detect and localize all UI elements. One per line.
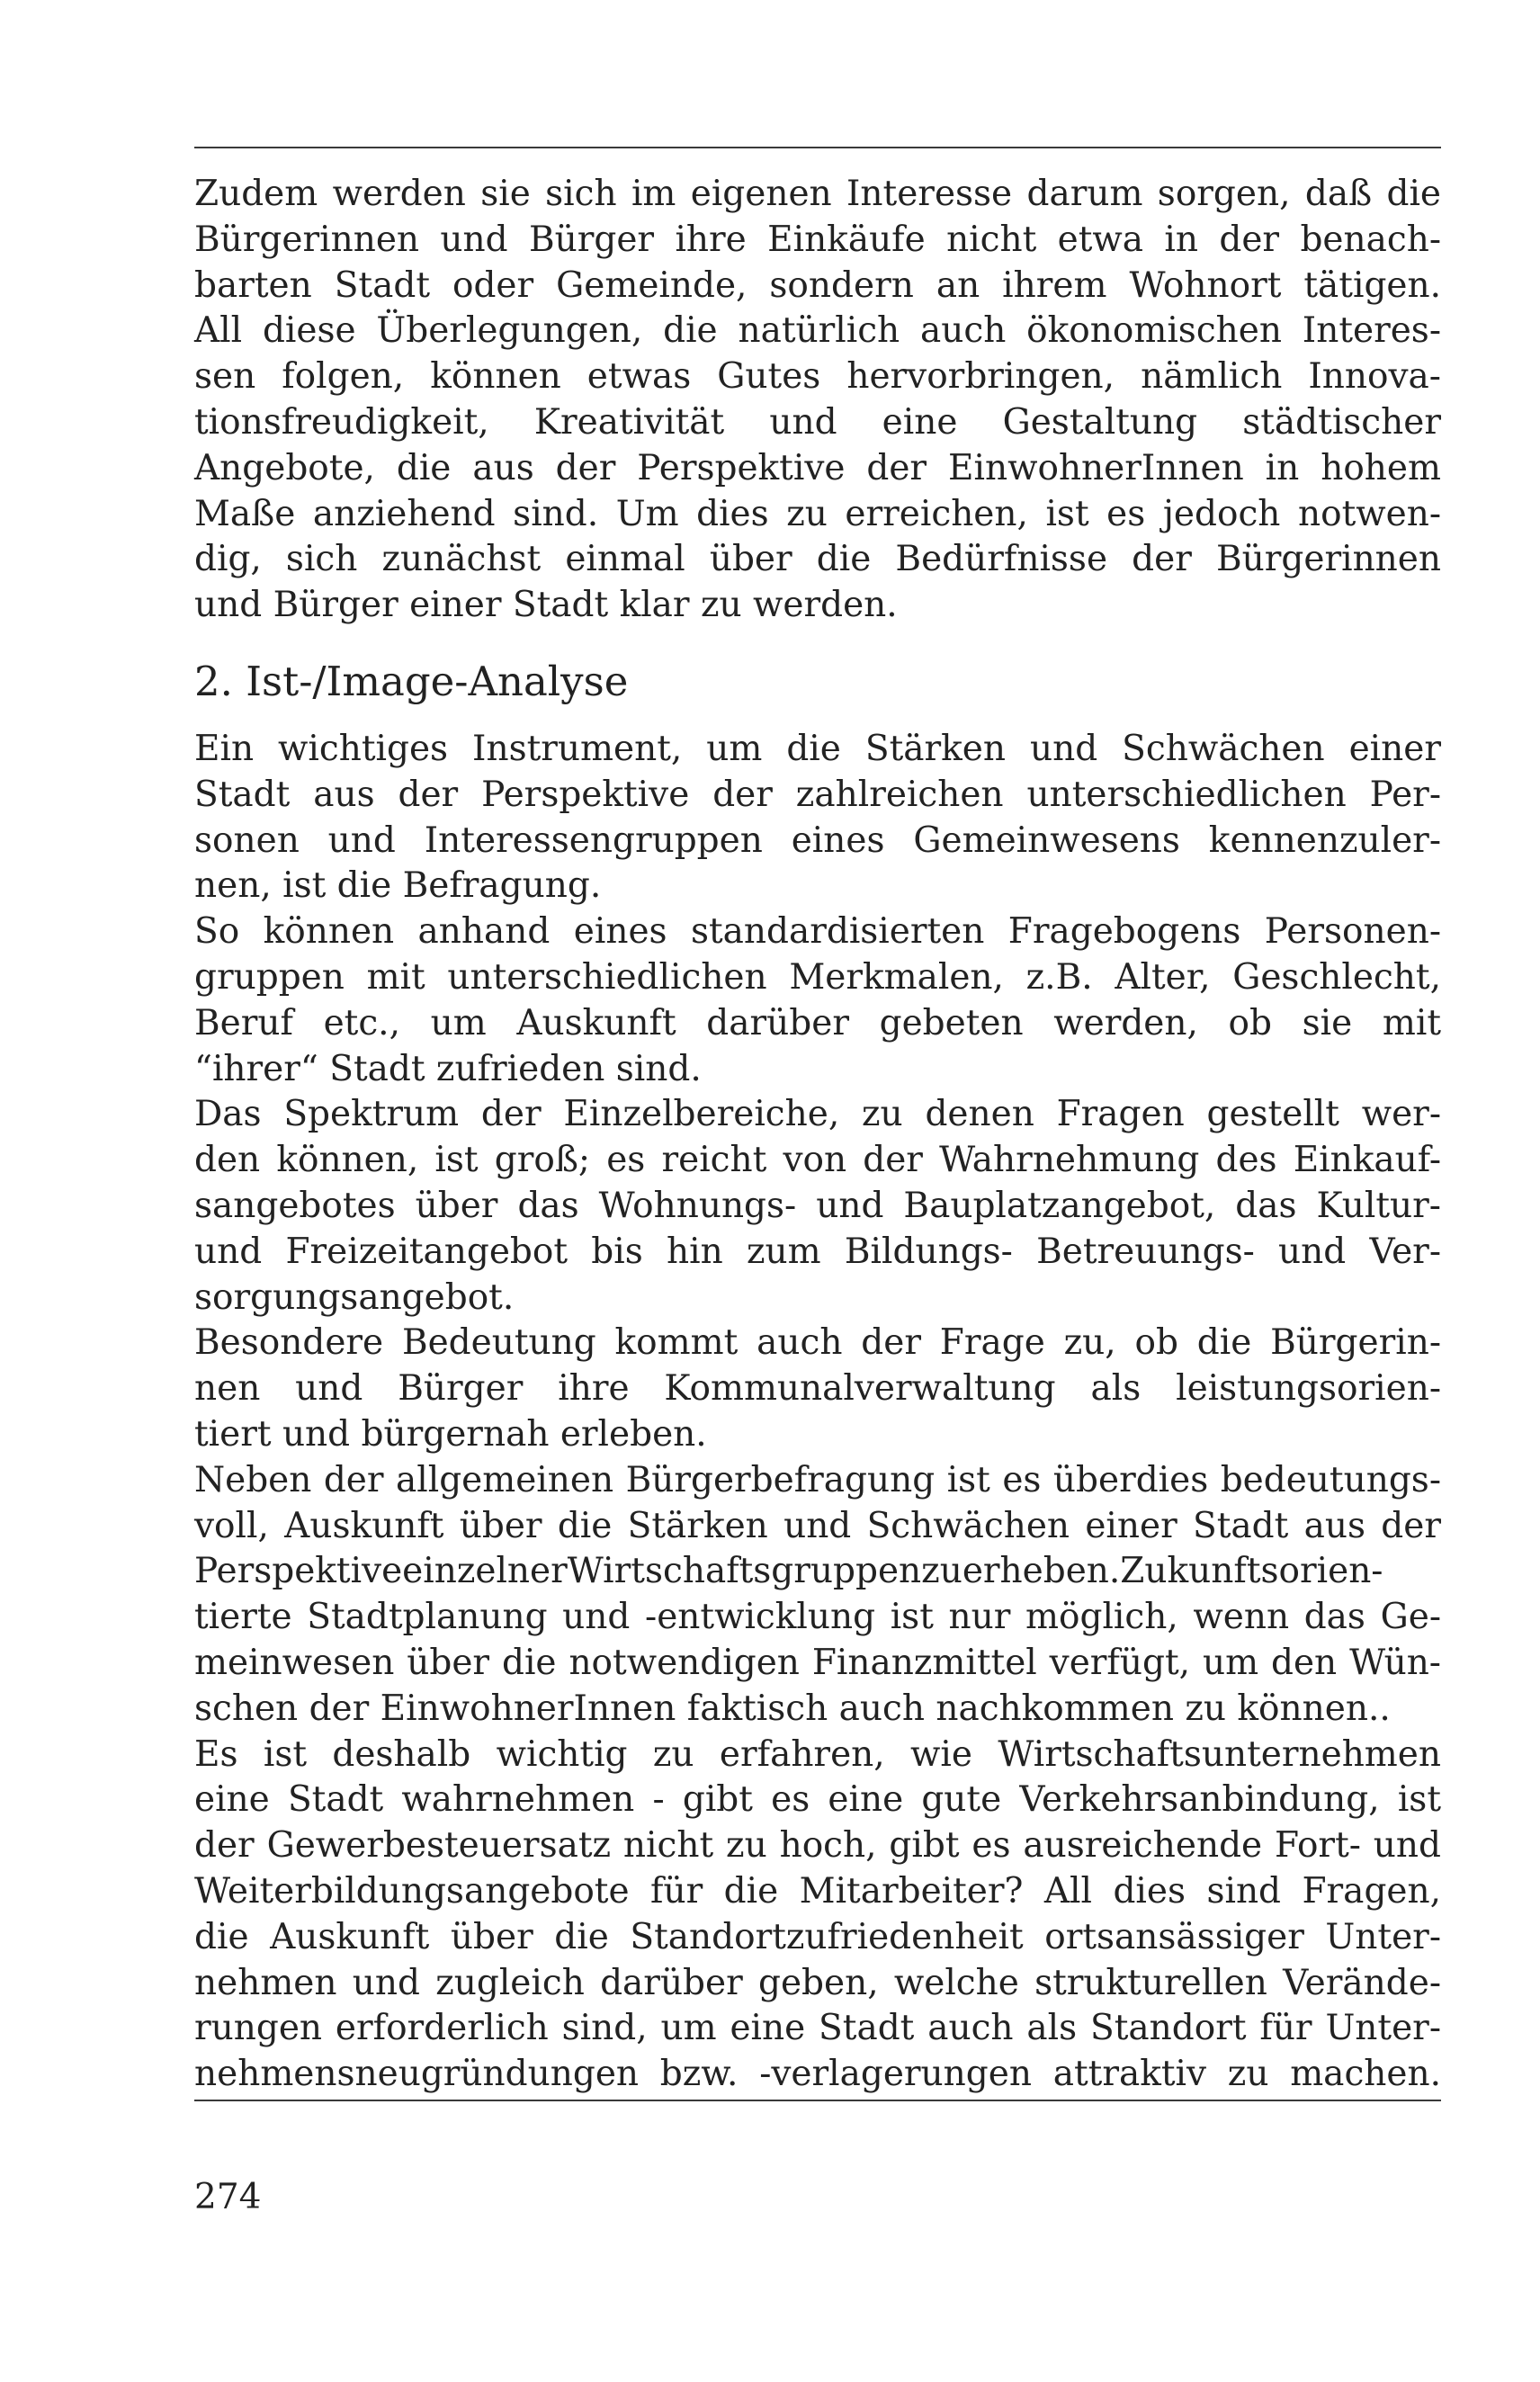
text-line: So können anhand eines standardisierten Fragebogens Personen- xyxy=(194,911,1441,953)
text-line: Ein wichtiges Instrument, um die Stärken und Schwächen einer xyxy=(194,729,1441,769)
text-line: voll, Auskunft über die Stärken und Schwächen einer Stadt aus der xyxy=(194,1505,1441,1546)
top-rule xyxy=(194,147,1441,148)
text-line: nen und Bürger ihre Kommunalverwaltung als leistungsorien- xyxy=(194,1368,1441,1410)
text-line: PerspektiveeinzelnerWirtschaftsgruppenzuerheben.Zukunftsorien- xyxy=(194,1551,1383,1592)
text-line: Es ist deshalb wichtig zu erfahren, wie Wirtschaftsunternehmen xyxy=(194,1733,1441,1775)
text-line: eine Stadt wahrnehmen - gibt es eine gute Verkehrsanbindung, ist xyxy=(194,1779,1441,1821)
text-line: tierte Stadtplanung und -entwicklung ist nur möglich, wenn das Ge- xyxy=(194,1597,1441,1638)
text-line: schen der EinwohnerInnen faktisch auch nachkommen zu können.. xyxy=(194,1688,1391,1729)
text-line: Weiterbildungsangebote für die Mitarbeiter? All dies sind Fragen, xyxy=(194,1870,1441,1912)
text-line: barten Stadt oder Gemeinde, sondern an ihrem Wohnort tätigen. xyxy=(194,264,1441,306)
text-line: meinwesen über die notwendigen Finanzmittel verfügt, um den Wün- xyxy=(194,1642,1441,1683)
text-line: die Auskunft über die Standortzufriedenheit ortsansässiger Unter- xyxy=(194,1916,1441,1957)
text-line: Stadt aus der Perspektive der zahlreichen unterschiedlichen Per- xyxy=(194,774,1441,815)
text-line: und Freizeitangebot bis hin zum Bildungs- Betreuungs- und Ver- xyxy=(194,1231,1441,1272)
text-line: “ihrer“ Stadt zufrieden sind. xyxy=(194,1048,702,1089)
text-line: Beruf etc., um Auskunft darüber gebeten werden, ob sie mit xyxy=(194,1002,1441,1043)
text-line: und Bürger einer Stadt klar zu werden. xyxy=(194,585,898,626)
text-line: tionsfreudigkeit, Kreativität und eine Gestaltung städtischer xyxy=(194,401,1441,443)
section-heading: 2. Ist-/Image-Analyse xyxy=(194,658,629,705)
text-line: Bürgerinnen und Bürger ihre Einkäufe nicht etwa in der benach- xyxy=(194,219,1441,260)
text-line: sonen und Interessengruppen eines Gemeinwesens kennenzuler- xyxy=(194,819,1441,861)
text-line: nehmensneugründungen bzw. -verlagerungen attraktiv zu machen. xyxy=(194,2054,1441,2095)
text-line: Zudem werden sie sich im eigenen Interesse darum sorgen, daß die xyxy=(194,174,1441,214)
text-line: Neben der allgemeinen Bürgerbefragung ist es überdies bedeutungs- xyxy=(194,1459,1441,1500)
text-line: sorgungsangebot. xyxy=(194,1276,515,1318)
bottom-rule xyxy=(194,2100,1441,2101)
page-number: 274 xyxy=(194,2177,262,2217)
text-line: Maße anziehend sind. Um dies zu erreichen, ist es jedoch notwen- xyxy=(194,493,1441,534)
intro-paragraph xyxy=(194,172,1441,629)
text-line: nen, ist die Befragung. xyxy=(194,865,602,907)
text-line: Das Spektrum der Einzelbereiche, zu denen Fragen gestellt wer- xyxy=(194,1094,1441,1135)
text-line: den können, ist groß; es reicht von der Wahrnehmung des Einkauf- xyxy=(194,1140,1441,1181)
text-line: der Gewerbesteuersatz nicht zu hoch, gibt es ausreichende Fort- und xyxy=(194,1825,1441,1867)
text-line: gruppen mit unterschiedlichen Merkmalen, z.B. Alter, Geschlecht, xyxy=(194,956,1441,998)
text-line: All diese Überlegungen, die natürlich auch ökonomischen Interes- xyxy=(194,310,1441,352)
text-line: sen folgen, können etwas Gutes hervorbringen, nämlich Innova- xyxy=(194,356,1441,398)
text-line: Angebote, die aus der Perspektive der EinwohnerInnen in hohem xyxy=(194,447,1441,488)
text-line: sangebotes über das Wohnungs- und Bauplatzangebot, das Kultur- xyxy=(194,1185,1441,1226)
text-line: rungen erforderlich sind, um eine Stadt auch als Standort für Unter- xyxy=(194,2008,1441,2049)
text-line: nehmen und zugleich darüber geben, welche strukturellen Verände- xyxy=(194,1962,1441,2003)
text-line: dig, sich zunächst einmal über die Bedürfnisse der Bürgerinnen xyxy=(194,539,1441,580)
text-line: Besondere Bedeutung kommt auch der Frage zu, ob die Bürgerin- xyxy=(194,1322,1441,1364)
section-body xyxy=(194,727,1441,2098)
text-line: tiert und bürgernah erleben. xyxy=(194,1413,707,1455)
